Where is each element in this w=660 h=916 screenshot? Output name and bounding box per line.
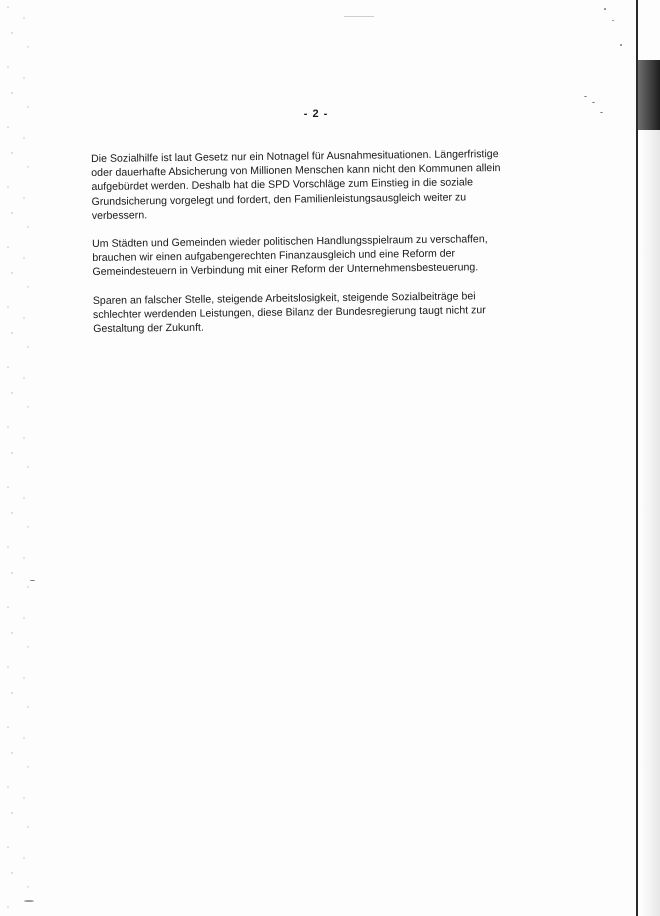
scan-speck xyxy=(592,102,595,103)
text-line: Grundsicherung vorgelegt und fordert, den Familienleistungsausgleich weiter zu xyxy=(91,191,467,208)
text-line: schlechter werdenden Leistungen, diese Bilanz der Bundesregierung taugt nicht zur xyxy=(92,304,486,321)
page-number: - 2 - xyxy=(303,108,329,120)
scan-noise-left xyxy=(0,0,40,916)
text-line: Die Sozialhilfe ist laut Gesetz nur ein Notnagel für Ausnahmesituationen. Längerfristige xyxy=(91,148,499,165)
text-line: Sparen an falscher Stelle, steigende Arbeitslosigkeit, steigende Sozialbeiträge bei xyxy=(92,289,476,307)
paragraph-3 xyxy=(93,288,523,336)
scan-speck xyxy=(30,580,35,581)
scan-speck xyxy=(600,112,603,113)
body-text xyxy=(91,147,523,350)
text-line: brauchen wir einen aufgabengerechten Finanzausgleich und eine Reform der xyxy=(92,247,456,265)
text-line: Gemeindesteuern in Verbindung mit einer Reform der Unternehmensbesteuerung. xyxy=(92,261,479,279)
scan-speck xyxy=(612,20,614,21)
text-line: Gestaltung der Zukunft. xyxy=(93,321,204,336)
paragraph-1 xyxy=(91,147,522,223)
scan-speck xyxy=(584,96,587,97)
page-right-edge-line xyxy=(636,0,638,916)
text-line: Um Städten und Gemeinden wieder politischen Handlungsspielraum zu verschaffen, xyxy=(92,233,488,251)
scan-speck xyxy=(344,16,374,17)
text-line: aufgebürdet werden. Deshalb hat die SPD Vorschläge zum Einstieg in die soziale xyxy=(91,176,474,194)
scan-speck xyxy=(24,900,34,902)
scan-edge-shadow xyxy=(638,130,660,916)
scan-speck xyxy=(620,44,622,46)
text-line: oder dauerhafte Absicherung von Millionen Menschen kann nicht den Kommunen allein xyxy=(91,162,501,180)
text-line: verbessern. xyxy=(91,209,148,222)
scan-edge-dark-strip xyxy=(638,60,660,130)
paragraph-2 xyxy=(92,232,522,280)
scan-speck xyxy=(604,8,606,10)
